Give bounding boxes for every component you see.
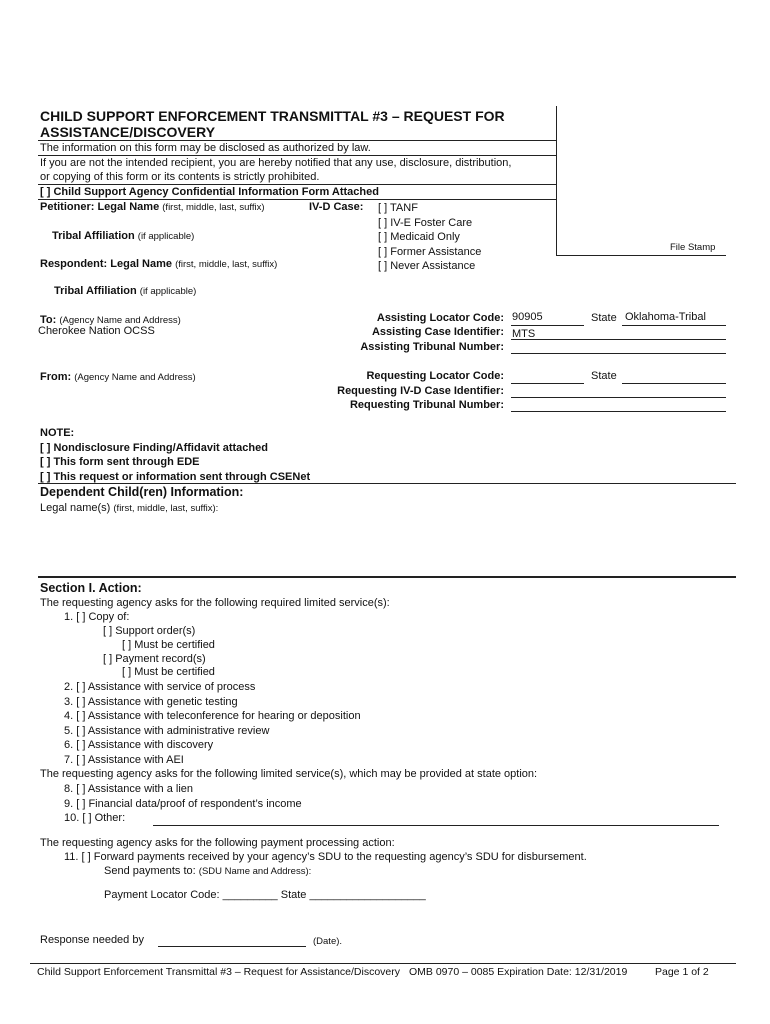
send-payments-row <box>104 865 311 877</box>
note-csenet-checkbox[interactable]: [ ] This request or information sent through CSENet <box>40 470 311 483</box>
footer-page-number: Page 1 of 2 <box>655 966 709 978</box>
ivd-option-medicaid[interactable]: [ ] Medicaid Only <box>378 231 460 243</box>
tribal-affiliation-2-row <box>54 285 196 297</box>
services-8-10-list <box>64 782 302 826</box>
note-ede-checkbox[interactable]: [ ] This form sent through EDE <box>40 456 200 468</box>
requesting-tribunal-label: Requesting Tribunal Number: <box>349 399 504 411</box>
from-label-row <box>40 371 196 383</box>
dependents-heading: Dependent Child(ren) Information: <box>40 485 244 499</box>
service-6-checkbox[interactable]: 6. [ ] Assistance with discovery <box>64 739 214 751</box>
note-divider <box>38 483 736 484</box>
section-divider <box>38 576 736 578</box>
notice-rule-2 <box>38 184 556 185</box>
assisting-locator-line <box>511 325 584 326</box>
notice-line-1: The information on this form may be disclosed as authorized by law. <box>40 142 371 154</box>
note-block <box>40 426 310 484</box>
service-10-checkbox[interactable]: 10. [ ] Other: <box>64 812 126 824</box>
respondent-label-row <box>40 258 277 270</box>
requesting-case-label: Requesting IV-D Case Identifier: <box>337 385 504 397</box>
petitioner-hint: (first, middle, last, suffix) <box>162 202 265 213</box>
assisting-tribunal-label: Assisting Tribunal Number: <box>360 341 504 353</box>
requesting-state-label: State <box>591 370 617 382</box>
note-nondisclosure-checkbox[interactable]: [ ] Nondisclosure Finding/Affidavit attached <box>40 441 268 454</box>
to-label: To: <box>40 314 57 326</box>
footer-rule <box>30 963 736 964</box>
requesting-locator-label: Requesting Locator Code: <box>366 370 504 382</box>
tribal-affiliation-1-row <box>52 230 194 242</box>
assisting-state-label: State <box>591 312 617 324</box>
tribal-affiliation-1-hint: (if applicable) <box>137 231 195 242</box>
dependents-hint: (first, middle, last, suffix): <box>113 503 219 514</box>
payment-locator-row[interactable]: Payment Locator Code: _________ State ___________________ <box>104 889 426 901</box>
service-4-checkbox[interactable]: 4. [ ] Assistance with teleconference for hearing or deposition <box>64 710 361 722</box>
service-1b-certified[interactable]: [ ] Must be certified <box>122 666 215 678</box>
respondent-hint: (first, middle, last, suffix) <box>175 259 278 270</box>
service-1a-support-orders[interactable]: [ ] Support order(s) <box>103 625 196 637</box>
assisting-case-label: Assisting Case Identifier: <box>371 326 504 338</box>
service-2-checkbox[interactable]: 2. [ ] Assistance with service of process <box>64 681 256 693</box>
service-1b-payment-records[interactable]: [ ] Payment record(s) <box>103 653 206 665</box>
respondent-label: Respondent: Legal Name <box>40 258 173 270</box>
service-11-checkbox[interactable]: 11. [ ] Forward payments received by your agency’s SDU to the requesting agency’s SDU for disbursement. <box>64 851 587 863</box>
service-8-checkbox[interactable]: 8. [ ] Assistance with a lien <box>64 783 194 795</box>
assisting-state-value[interactable]: Oklahoma-Tribal <box>625 311 706 323</box>
assisting-locator-value[interactable]: 90905 <box>512 311 543 323</box>
form-title-line2: ASSISTANCE/DISCOVERY <box>40 124 216 140</box>
payment-action-intro: The requesting agency asks for the following payment processing action: <box>40 837 395 849</box>
response-needed-label: Response needed by <box>40 934 144 946</box>
assisting-case-value[interactable]: MTS <box>512 328 536 340</box>
service-9-checkbox[interactable]: 9. [ ] Financial data/proof of respondent’s income <box>64 797 302 810</box>
confidential-form-checkbox[interactable]: [ ] Child Support Agency Confidential Information Form Attached <box>40 186 379 198</box>
to-hint: (Agency Name and Address) <box>59 315 181 326</box>
dependents-label: Legal name(s) <box>40 502 111 514</box>
service-5-checkbox[interactable]: 5. [ ] Assistance with administrative review <box>64 724 270 737</box>
service-7-checkbox[interactable]: 7. [ ] Assistance with AEI <box>64 753 184 766</box>
ivd-option-former-assistance[interactable]: [ ] Former Assistance <box>378 245 482 258</box>
tribal-affiliation-2-label: Tribal Affiliation <box>54 285 137 297</box>
file-stamp-label: File Stamp <box>670 242 716 253</box>
required-services-intro: The requesting agency asks for the following required limited service(s): <box>40 597 390 609</box>
ivd-option-foster-care[interactable]: [ ] IV-E Foster Care <box>378 216 473 229</box>
optional-services-intro: The requesting agency asks for the following limited service(s), which may be provided at state option: <box>40 768 538 780</box>
assisting-tribunal-line[interactable] <box>511 353 726 354</box>
form-title-line1: CHILD SUPPORT ENFORCEMENT TRANSMITTAL #3 – REQUEST FOR <box>40 108 505 124</box>
response-date-hint: (Date). <box>313 936 343 947</box>
section1-heading: Section I. Action: <box>40 581 142 595</box>
ivd-option-never-assistance[interactable]: [ ] Never Assistance <box>378 260 476 272</box>
service-3-checkbox[interactable]: 3. [ ] Assistance with genetic testing <box>64 695 238 708</box>
services-2-7-list <box>64 680 361 767</box>
requesting-case-line[interactable] <box>511 397 726 398</box>
ivd-case-label: IV-D Case: <box>309 201 364 213</box>
title-rule <box>38 140 556 141</box>
note-label: NOTE: <box>40 427 75 439</box>
ivd-option-tanf[interactable]: [ ] TANF <box>378 202 418 214</box>
assisting-locator-label: Assisting Locator Code: <box>376 312 504 324</box>
service-1a-certified[interactable]: [ ] Must be certified <box>122 639 215 651</box>
notice-line-3: or copying of this form or its contents is strictly prohibited. <box>40 171 320 183</box>
response-date-line[interactable] <box>158 946 306 947</box>
tribal-affiliation-1-label: Tribal Affiliation <box>52 230 135 242</box>
tribal-affiliation-2-hint: (if applicable) <box>139 286 197 297</box>
petitioner-label-row <box>40 201 265 213</box>
other-service-line[interactable] <box>153 825 719 826</box>
send-payments-label: Send payments to: <box>104 865 196 877</box>
assisting-state-line <box>622 325 726 326</box>
petitioner-label: Petitioner: Legal Name <box>40 201 160 213</box>
footer-form-name: Child Support Enforcement Transmittal #3 – Request for Assistance/Discovery <box>37 966 400 978</box>
dependents-label-row <box>40 502 218 514</box>
assisting-case-line <box>511 339 726 340</box>
from-hint: (Agency Name and Address) <box>74 372 196 383</box>
file-stamp-bottom-rule <box>556 255 726 256</box>
ivd-case-options <box>378 201 481 274</box>
notice-rule-1 <box>38 155 556 156</box>
to-agency-value[interactable]: Cherokee Nation OCSS <box>38 325 155 337</box>
requesting-locator-line[interactable] <box>511 383 584 384</box>
footer-omb: OMB 0970 – 0085 Expiration Date: 12/31/2019 <box>409 966 628 978</box>
confidential-rule <box>38 199 556 200</box>
file-stamp-border <box>556 106 557 256</box>
from-label: From: <box>40 371 72 383</box>
notice-line-2: If you are not the intended recipient, you are hereby notified that any use, disclosure, distribution, <box>40 157 512 169</box>
requesting-tribunal-line[interactable] <box>511 411 726 412</box>
service-1-copy-of[interactable]: 1. [ ] Copy of: <box>64 611 130 623</box>
requesting-state-line[interactable] <box>622 383 726 384</box>
send-payments-hint: (SDU Name and Address): <box>198 866 312 877</box>
